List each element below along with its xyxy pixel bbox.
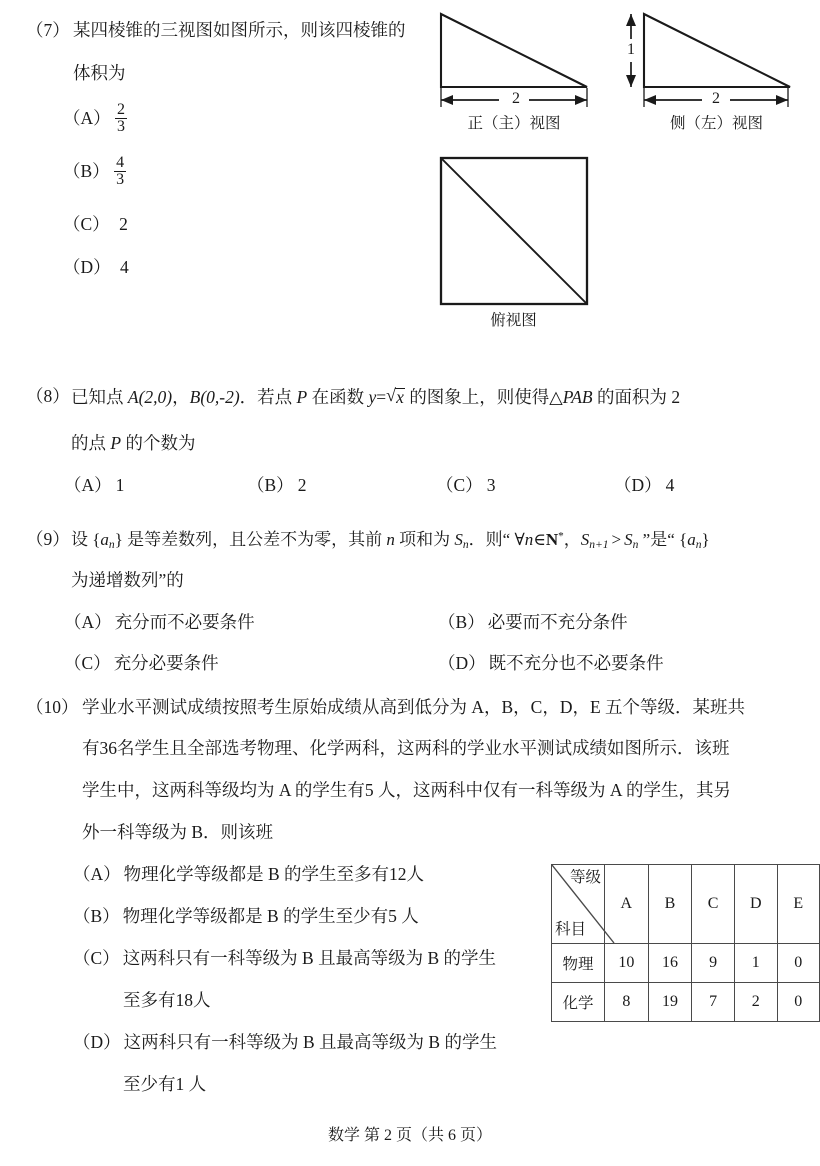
q9-text-6: ， [563, 530, 581, 549]
question-8-stem-line-2 [71, 435, 195, 453]
physics-grade-d-count: 1 [734, 944, 777, 983]
table-header-grade-a: A [605, 865, 649, 944]
question-10-option-c[interactable] [73, 950, 496, 968]
top-view-caption: 俯视图 [490, 312, 537, 329]
q9-set-N: N [545, 530, 559, 549]
question-7-option-b-fraction: $\frac{4}{3}$ [116, 153, 125, 189]
question-10-option-c-label: （C） [73, 948, 120, 968]
table-row [552, 944, 820, 983]
q9-text-5: ∈ [533, 530, 546, 549]
q9-var-S-1: S [454, 530, 463, 549]
question-10-stem-line-4: 外一科等级为 B．则该班 [82, 822, 274, 842]
q9-var-S-1-sub: n [462, 538, 469, 552]
question-10-option-a-value: 物理化学等级都是 B 的学生至多有12人 [123, 864, 425, 884]
q8-text-3: 在函数 [307, 387, 369, 407]
table-header-grade-b: B [648, 865, 692, 944]
question-10-stem-line-1: 学业水平测试成绩按照考生原始成绩从高到低分为 A，B，C，D，E 五个等级．某班共 [82, 697, 746, 717]
question-8-option-c-label: （C） [436, 475, 483, 495]
table-column-header-label: 等级 [569, 869, 601, 886]
question-9-option-c-value: 充分必要条件 [113, 653, 219, 673]
question-10-option-a-label: （A） [73, 864, 121, 884]
question-10-option-b-label: （B） [73, 906, 120, 926]
side-view-height-label: 1 [627, 41, 635, 58]
question-9-option-c[interactable] [64, 655, 219, 673]
q8-equals: = [376, 387, 387, 407]
top-view-figure [438, 155, 593, 329]
question-9-option-a-label: （A） [64, 612, 112, 632]
q9-text-3: 项和为 [394, 530, 455, 549]
q8-text-1: 已知点 [71, 387, 128, 407]
question-7-stem-line-2: 体积为 [73, 63, 126, 83]
question-8-option-b[interactable] [247, 477, 306, 495]
question-9-option-a-value: 充分而不必要条件 [114, 612, 255, 632]
page-footer: 数学 第 2 页（共 6 页） [327, 1127, 492, 1144]
radical-icon: √ [386, 384, 396, 405]
q9-var-n-2: n [524, 530, 534, 549]
q9-set-N-star: * [558, 530, 564, 543]
question-9-option-a[interactable] [64, 614, 255, 632]
question-9-option-d-value: 既不充分也不必要条件 [488, 653, 664, 673]
table-header-grade-d: D [734, 865, 777, 944]
question-7-option-b[interactable] [63, 153, 126, 190]
question-8-option-c[interactable] [436, 477, 495, 495]
table-header-grade-c: C [692, 865, 735, 944]
question-8-option-c-value: 3 [486, 475, 496, 495]
question-8-option-a-label: （A） [64, 475, 112, 495]
q8-line2-text-1: 的点 [71, 433, 111, 453]
question-10-option-c-value: 这两科只有一科等级为 B 且最高等级为 B 的学生 [122, 948, 497, 968]
q9-seq-a-n-2: $\{a_n\}$ [679, 530, 710, 552]
q8-point-a: A [127, 387, 139, 407]
q9-var-n-1: n [386, 530, 395, 549]
chemistry-grade-b-count: 19 [648, 983, 692, 1022]
q9-text-2: 是等差数列，且公差不为零，其前 [122, 530, 387, 549]
question-8-number: （8） [26, 386, 70, 406]
side-view-caption: 侧（左）视图 [669, 115, 763, 132]
front-view-caption: 正（主）视图 [467, 115, 561, 132]
q9-var-S-2-sub: n+1 [589, 538, 609, 552]
q9-var-S-3-sub: n [632, 538, 639, 552]
question-10-option-a[interactable] [73, 866, 424, 884]
chemistry-grade-c-count: 7 [692, 983, 735, 1022]
top-view-drawing [438, 155, 593, 310]
q8-sqrt-body: x [396, 387, 404, 407]
side-view-figure [620, 8, 785, 132]
question-9-option-b-value: 必要而不充分条件 [487, 612, 628, 632]
q8-text-5: 的面积为 2 [592, 387, 681, 407]
side-view-base-label: 2 [712, 90, 720, 107]
question-7-option-b-label: （B） [63, 161, 110, 182]
table-row-header-label: 科目 [555, 920, 587, 938]
q8-point-p: P [296, 387, 308, 407]
chemistry-grade-d-count: 2 [734, 983, 777, 1022]
q9-var-S-2: S [580, 530, 590, 549]
question-8-option-b-value: 2 [297, 475, 307, 495]
q9-seq-a-n: $\{a_n\}$ [92, 530, 123, 552]
physics-grade-c-count: 9 [692, 944, 735, 983]
table-row-label-chemistry: 化学 [552, 983, 605, 1022]
question-7-option-a-fraction: $\frac{2}{3}$ [117, 100, 126, 136]
question-10-option-d[interactable] [73, 1034, 497, 1052]
question-10-stem-line-2: 有36名学生且全部选考物理、化学两科，这两科的学业水平测试成绩如图所示．该班 [82, 738, 730, 758]
q8-text-2: ．若点 [239, 387, 297, 407]
q9-gt-sign: > [611, 530, 622, 549]
grade-distribution-table [551, 864, 820, 1022]
question-9-stem-line-2: 为递增数列”的 [71, 570, 184, 590]
question-10-option-c-line-2: 至多有18人 [123, 990, 211, 1010]
question-7-option-a[interactable] [63, 100, 127, 137]
question-8-option-d[interactable] [614, 477, 674, 495]
table-row-label-physics: 物理 [552, 944, 605, 983]
question-10-option-d-line-2: 至少有1 人 [123, 1074, 207, 1094]
question-9-option-b[interactable] [438, 614, 628, 632]
question-7-option-d-value: 4 [120, 257, 129, 277]
q8-sqrt [386, 384, 405, 407]
front-view-base-label: 2 [512, 90, 520, 107]
table-header-grade-e: E [777, 865, 819, 944]
question-7-option-c-label: （C） [63, 214, 110, 234]
q9-text-7: ”是“ [638, 530, 680, 549]
question-7-option-a-label: （A） [63, 108, 111, 129]
q8-line2-point-p: P [110, 433, 122, 453]
q8-line2-text-2: 的个数为 [121, 433, 196, 453]
question-9-option-b-label: （B） [438, 612, 485, 632]
q9-text-4: ．则“ ∀ [468, 530, 525, 549]
question-9-number: （9） [26, 529, 70, 549]
question-10-option-b-value: 物理化学等级都是 B 的学生至少有5 人 [122, 906, 419, 926]
physics-grade-e-count: 0 [777, 944, 819, 983]
question-9-option-d[interactable] [438, 655, 664, 673]
question-7-option-c[interactable] [63, 216, 128, 234]
question-8-option-a-value: 1 [115, 475, 125, 495]
physics-grade-a-count: 10 [605, 944, 649, 983]
q8-point-b: B [189, 387, 201, 407]
side-view-drawing [620, 8, 785, 108]
question-7-option-d-label: （D） [63, 257, 111, 277]
question-10-number: （10） [26, 697, 79, 717]
question-7-stem-line-1: 某四棱锥的三视图如图所示，则该四棱锥的 [73, 20, 406, 40]
question-9-option-c-label: （C） [64, 653, 111, 673]
question-10-option-b[interactable] [73, 908, 419, 926]
question-7-number: （7） [26, 20, 70, 40]
question-8-option-a[interactable] [64, 477, 124, 495]
question-8-option-d-label: （D） [614, 475, 662, 495]
q8-triangle-pab: PAB [562, 387, 593, 407]
q8-sep: ， [172, 387, 190, 407]
physics-grade-b-count: 16 [648, 944, 692, 983]
question-10-option-d-label: （D） [73, 1032, 121, 1052]
question-8-option-d-value: 4 [665, 475, 675, 495]
question-7-option-c-value: 2 [119, 214, 128, 234]
q8-coords-b: (0,-2) [200, 387, 240, 407]
question-9-option-d-label: （D） [438, 653, 486, 673]
q9-var-S-3: S [624, 530, 633, 549]
q8-text-4: 的图象上，则使得△ [404, 387, 563, 407]
question-9-stem-line-1 [71, 531, 710, 551]
question-10-option-d-value: 这两科只有一科等级为 B 且最高等级为 B 的学生 [123, 1032, 497, 1052]
table-row [552, 983, 820, 1022]
front-view-figure [437, 8, 597, 132]
table-header-row [552, 865, 820, 944]
q9-text-1: 设 [71, 530, 93, 549]
chemistry-grade-a-count: 8 [605, 983, 649, 1022]
table-corner-cell [552, 865, 605, 944]
question-10-stem-line-3: 学生中，这两科等级均为 A 的学生有5 人，这两科中仅有一科等级为 A 的学生，其另 [82, 780, 731, 800]
chemistry-grade-e-count: 0 [777, 983, 819, 1022]
q8-var-y: y [368, 387, 377, 407]
question-7-option-d[interactable] [63, 259, 129, 277]
q8-coords-a: (2,0) [138, 387, 173, 407]
question-8-stem-line-1 [71, 384, 681, 407]
question-8-option-b-label: （B） [247, 475, 294, 495]
